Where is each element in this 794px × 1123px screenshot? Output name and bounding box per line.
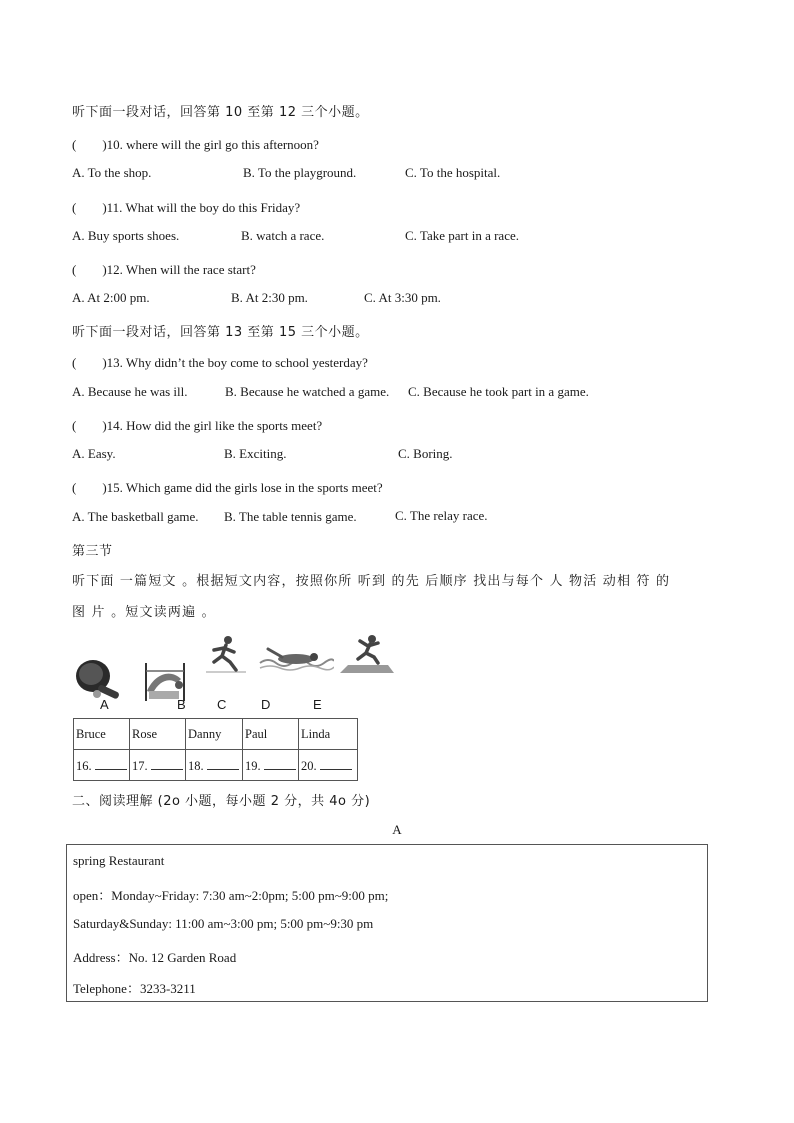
option-15-c: C. The relay race. [395,508,488,523]
option-14-a: A. Easy. [72,446,116,461]
picture-label-b: B [177,697,186,712]
option-14-b: B. Exciting. [224,446,287,461]
option-13-a: A. Because he was ill. [72,384,188,399]
restaurant-weekend-hours: Saturday&Sunday: 11:00 am~3:00 pm; 5:00 pm~9:30 pm [73,916,374,931]
option-13-b: B. Because he watched a game. [225,384,390,399]
question-10: ( )10. where will the girl go this afternoon? [72,137,319,152]
name-cell: Linda [299,719,358,750]
long-jump-icon [338,633,396,675]
answer-cell-17[interactable] [130,750,186,781]
restaurant-weekday-hours: open：Monday~Friday: 7:30 am~2:0pm; 5:00 pm~9:00 pm; [73,888,389,903]
question-13: ( )13. Why didn’t the boy come to school yesterday? [72,355,368,370]
names-row [74,719,358,750]
restaurant-name: spring Restaurant [73,853,165,868]
question-14: ( )14. How did the girl like the sports meet? [72,418,323,433]
listen-intro-1: 听下面一段对话，回答第 10 至第 12 三个小题。 [72,105,369,120]
part-2-section-a: A [392,822,402,837]
name-cell: Paul [243,719,299,750]
picture-label-c: C [217,697,227,712]
answer-number: 19. [245,758,261,773]
option-15-a: A. The basketball game. [72,509,199,524]
answers-row [74,750,358,781]
table-tennis-icon [73,656,125,700]
name-cell: Rose [130,719,186,750]
part-2-title: 二、阅读理解 (2o 小题，每小题 2 分，共 4o 分) [72,794,371,809]
answer-cell-16[interactable] [74,750,130,781]
option-10-a: A. To the shop. [72,165,152,180]
running-icon [204,634,248,674]
restaurant-telephone: Telephone：3233-3211 [73,981,196,996]
option-11-c: C. Take part in a race. [405,228,519,243]
answer-number: 17. [132,758,148,773]
option-14-c: C. Boring. [398,446,453,461]
section-3-instructions-line2: 图 片 。短文读两遍 。 [72,605,216,620]
option-12-c: C. At 3:30 pm. [364,290,441,305]
swimming-icon [258,643,334,673]
restaurant-info-box [66,844,708,1002]
answer-number: 20. [301,758,317,773]
answer-cell-19[interactable] [243,750,299,781]
high-jump-icon [141,661,189,701]
question-11: ( )11. What will the boy do this Friday? [72,200,301,215]
option-15-b: B. The table tennis game. [224,509,357,524]
option-13-c: C. Because he took part in a game. [408,384,589,399]
question-15: ( )15. Which game did the girls lose in the sports meet? [72,480,383,495]
section-3-instructions-line1: 听下面 一篇短文 。根据短文内容，按照你所 听到 的先 后顺序 找出与每个 人 物活 动相 符 的 [72,574,671,589]
name-cell: Bruce [74,719,130,750]
picture-label-d: D [261,697,271,712]
question-12: ( )12. When will the race start? [72,262,256,277]
answer-table [73,718,358,781]
section-3-title: 第三节 [72,544,113,559]
picture-label-a: A [100,697,109,712]
answer-number: 18. [188,758,204,773]
option-10-c: C. To the hospital. [405,165,501,180]
option-12-b: B. At 2:30 pm. [231,290,308,305]
listen-intro-2: 听下面一段对话，回答第 13 至第 15 三个小题。 [72,325,369,340]
option-10-b: B. To the playground. [243,165,357,180]
answer-cell-20[interactable] [299,750,358,781]
answer-cell-18[interactable] [186,750,243,781]
option-12-a: A. At 2:00 pm. [72,290,150,305]
answer-number: 16. [76,758,92,773]
name-cell: Danny [186,719,243,750]
option-11-b: B. watch a race. [241,228,325,243]
restaurant-address: Address：No. 12 Garden Road [73,950,237,965]
option-11-a: A. Buy sports shoes. [72,228,180,243]
picture-label-e: E [313,697,322,712]
